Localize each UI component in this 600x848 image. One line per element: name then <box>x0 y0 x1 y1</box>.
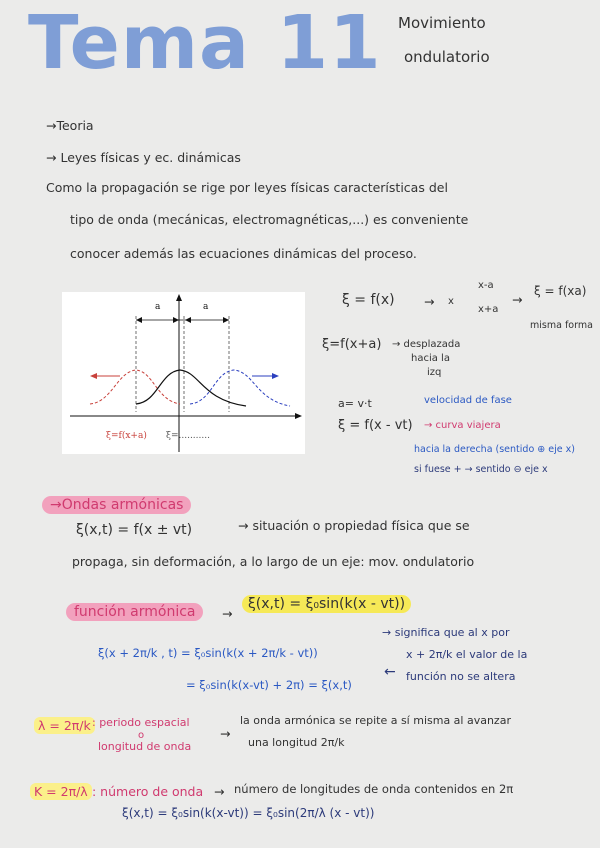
page-title: Tema 11 <box>28 0 382 86</box>
intro-line-3: conocer además las ecuaciones dinámicas del proceso. <box>70 246 417 261</box>
bullet-leyes: → Leyes físicas y ec. dinámicas <box>46 150 241 165</box>
a-eq-vt: a= v·t <box>338 397 372 410</box>
k-final-eq: ξ(x,t) = ξ₀sin(k(x-vt)) = ξ₀sin(2π/λ (x - vt)) <box>122 806 375 820</box>
funcion-line-1: ξ(x + 2π/k , t) = ξ₀sin(k(x + 2π/k - vt)) <box>98 646 318 660</box>
curva-viajera: → curva viajera <box>424 420 501 431</box>
eq-f-x-minus-vt: ξ = f(x - vt) <box>338 418 413 433</box>
branch-bottom: x+a <box>478 304 499 315</box>
k-eq-text: K = 2π/λ <box>30 783 92 800</box>
subtitle-line2: ondulatorio <box>404 48 490 66</box>
eq-f-of-x: ξ = f(x) <box>342 292 395 308</box>
hacia-la: hacia la <box>411 353 450 364</box>
misma-forma: misma forma <box>530 320 593 331</box>
left-arrow-icon <box>90 373 97 379</box>
lambda-term-1: : periodo espacial <box>92 716 190 729</box>
funcion-line-2: = ξ₀sin(k(x-vt) + 2π) = ξ(x,t) <box>186 678 352 692</box>
funcion-left-arrow: ← <box>384 664 396 680</box>
caption-right: ξ=........... <box>166 431 210 441</box>
funcion-note-1: → significa que al x por <box>382 626 510 639</box>
lambda-eq <box>34 718 95 733</box>
hacia-la-derecha: hacia la derecha (sentido ⊕ eje x) <box>414 444 575 455</box>
black-pulse <box>136 370 246 406</box>
ondas-desc-1: → situación o propiedad física que se <box>238 518 470 533</box>
funcion-eq-text: ξ(x,t) = ξ₀sin(k(x - vt)) <box>242 595 411 613</box>
wave-pulse-svg <box>62 292 305 454</box>
ondas-eq: ξ(x,t) = f(x ± vt) <box>76 522 193 538</box>
k-desc: número de longitudes de onda contenidos en 2π <box>234 782 514 796</box>
lambda-desc-1: la onda armónica se repite a sí misma al avanzar <box>240 714 511 727</box>
funcion-note-2: x + 2π/k el valor de la <box>406 648 528 661</box>
lambda-eq-text: λ = 2π/k <box>34 717 95 734</box>
k-term: : número de onda <box>92 784 204 799</box>
branch-top: x-a <box>478 280 494 291</box>
red-pulse <box>90 370 180 404</box>
bullet-teoria: →Teoria <box>46 118 94 133</box>
lambda-term-2: longitud de onda <box>98 740 192 753</box>
izq: izq <box>427 367 442 378</box>
funcion-eq <box>242 596 411 612</box>
si-fuese: si fuese + → sentido ⊖ eje x <box>414 464 548 475</box>
arrow-1: → <box>424 294 435 309</box>
subtitle-line1: Movimiento <box>398 14 486 32</box>
right-arrow-icon <box>272 373 279 379</box>
branch-x: x <box>448 296 454 307</box>
x-axis-arrow-icon <box>295 413 302 419</box>
k-eq <box>30 784 92 799</box>
arrow-2: → <box>512 292 523 307</box>
lambda-arrow: → <box>220 726 231 741</box>
k-arrow: → <box>214 784 225 799</box>
funcion-heading <box>66 604 203 620</box>
desplazada: → desplazada <box>392 339 461 350</box>
label-a1: a <box>155 302 161 312</box>
ondas-heading <box>42 497 191 513</box>
intro-line-2: tipo de onda (mecánicas, electromagnéticas,...) es conveniente <box>70 212 469 227</box>
eq-f-xa: ξ = f(xa) <box>534 284 587 298</box>
label-a2: a <box>203 302 209 312</box>
ondas-desc-2: propaga, sin deformación, a lo largo de un eje: mov. ondulatorio <box>72 554 475 569</box>
intro-line-1: Como la propagación se rige por leyes físicas características del <box>46 180 448 195</box>
ondas-heading-text: →Ondas armónicas <box>42 496 191 514</box>
y-axis-arrow-icon <box>176 294 182 301</box>
velocidad-de-fase: velocidad de fase <box>424 395 512 406</box>
eq-f-x-plus-a: ξ=f(x+a) <box>322 337 382 352</box>
caption-left: ξ=f(x+a) <box>106 431 147 441</box>
funcion-note-3: función no se altera <box>406 670 516 683</box>
lambda-desc-2: una longitud 2π/k <box>248 736 345 749</box>
lambda-o: o <box>138 730 145 741</box>
funcion-arrow: → <box>222 606 233 621</box>
funcion-heading-text: función armónica <box>66 603 203 621</box>
wave-pulse-figure <box>62 292 305 454</box>
